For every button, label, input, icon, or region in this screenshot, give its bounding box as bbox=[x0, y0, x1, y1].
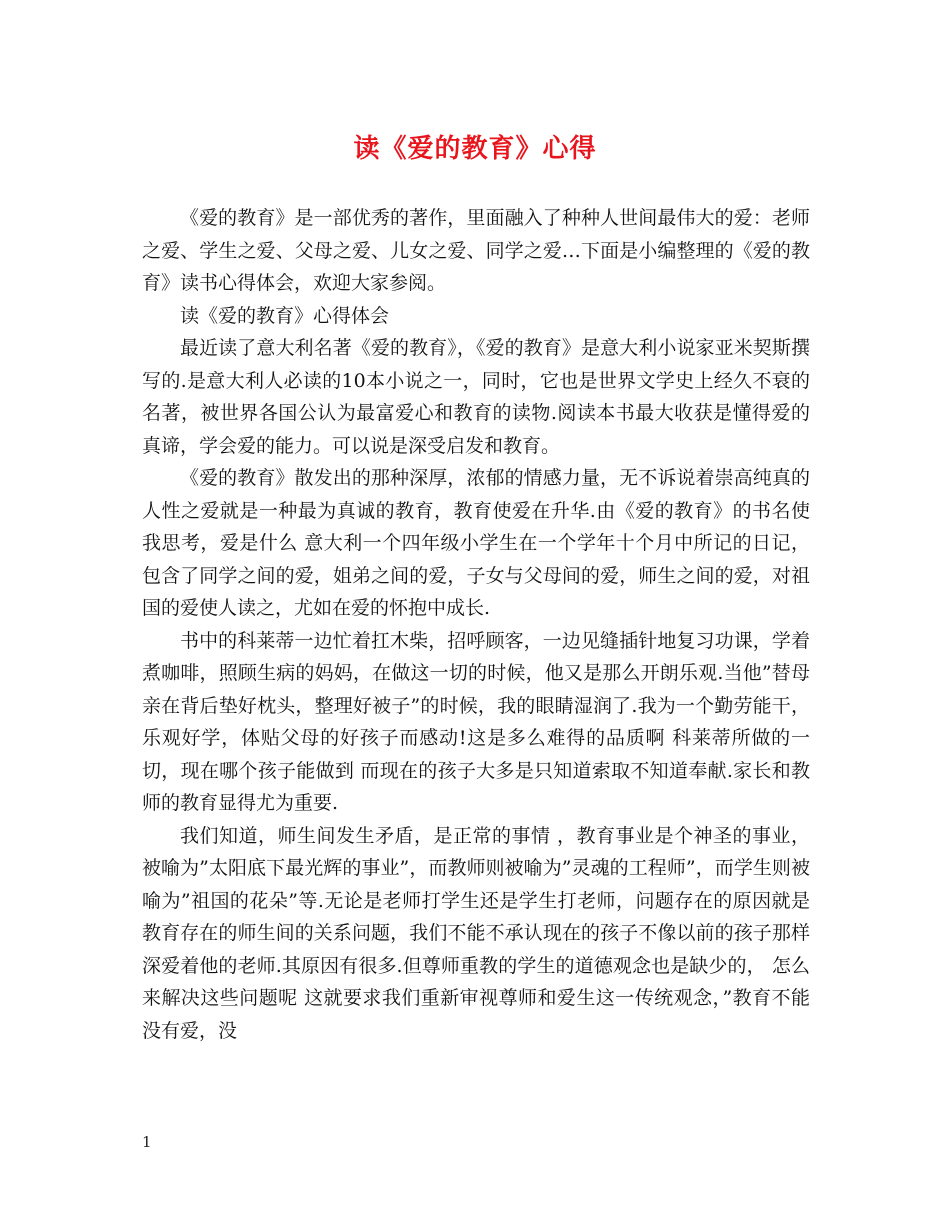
paragraph-3: 书中的科莱蒂一边忙着扛木柴，招呼顾客，一边见缝插针地复习功课，学着煮咖啡，照顾生病的妈妈，在做这一切的时候，他又是那么开朗乐观.当他”替母亲在背后垫好枕头，整理好被子”的时候，我的眼睛湿润了.我为一个勤劳能干，乐观好学，体贴父母的好孩子而感动!这是多么难得的品质啊 科莱蒂所做的一切，现在哪个孩子能做到 而现在的孩子大多是只知道索取不知道奉献.家长和教师的教育显得尤为重要. bbox=[142, 629, 810, 814]
paragraph-1: 最近读了意大利名著《爱的教育》，《爱的教育》是意大利小说家亚米契斯撰写的.是意大利人必读的10本小说之一，同时，它也是世界文学史上经久不衰的名著，被世界各国公认为最富爱心和教育的读物.阅读本书最大收获是懂得爱的真谛，学会爱的能力。可以说是深受启发和教育。 bbox=[142, 337, 810, 457]
document-body bbox=[142, 202, 810, 1047]
paragraph-2: 《爱的教育》散发出的那种深厚，浓郁的情感力量，无不诉说着崇高纯真的人性之爱就是一种最为真诚的教育，教育使爱在升华.由《爱的教育》的书名使我思考，爱是什么 意大利一个四年级小学生在一个学年十个月中所记的日记，包含了同学之间的爱，姐弟之间的爱，子女与父母间的爱，师生之间的爱，对祖国的爱使人读之，尤如在爱的怀抱中成长. bbox=[142, 467, 810, 619]
paragraph-subheading: 读《爱的教育》心得体会 bbox=[180, 304, 390, 327]
page-number: 1 bbox=[142, 1133, 152, 1151]
paragraph-4: 我们知道，师生间发生矛盾，是正常的事情 ，教育事业是个神圣的事业，被喻为”太阳底下最光辉的事业”，而教师则被喻为”灵魂的工程师”，而学生则被喻为”祖国的花朵”等.无论是老师打学生还是学生打老师，问题存在的原因就是教育存在的师生间的关系问题，我们不能不承认现在的孩子不像以前的孩子那样深爱着他的老师.其原因有很多.但尊师重教的学生的道德观念也是缺少的， 怎么来解决这些问题呢 这就要求我们重新审视尊师和爱生这一传统观念，”教育不能没有爱，没 bbox=[142, 824, 810, 1042]
paragraph-intro: 《爱的教育》是一部优秀的著作，里面融入了种种人世间最伟大的爱：老师之爱、学生之爱、父母之爱、儿女之爱、同学之爱…下面是小编整理的《爱的教育》读书心得体会，欢迎大家参阅。 bbox=[142, 207, 810, 294]
document-title: 读《爱的教育》心得 bbox=[353, 134, 597, 164]
